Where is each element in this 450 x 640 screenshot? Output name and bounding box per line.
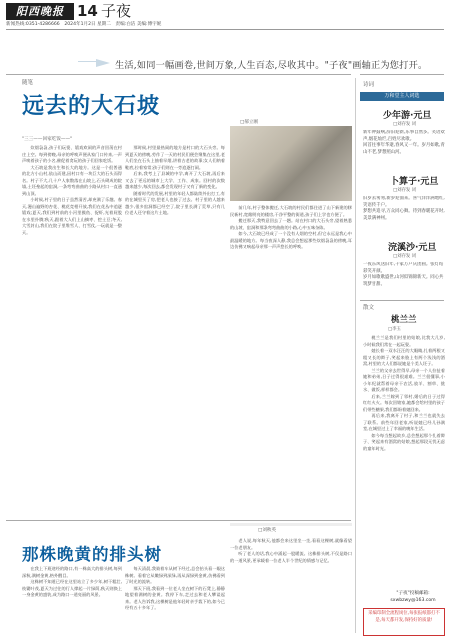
page-number: 14 bbox=[77, 2, 98, 20]
article-opening-line: "三三——回家吃饭——" bbox=[22, 137, 73, 142]
essay-paragraph: 桃兰兰是我们村里的姑娘,比我大几岁,小时候我们常在一起玩耍。 bbox=[363, 335, 445, 347]
article-column-3 bbox=[230, 205, 352, 515]
article-paragraph: 这株树不知道已经在这里站立了多少年,树干粗壮,枝繁叶茂,夏天为过往的行人撑起一片绿荫,秋天则换上一身金黄的盛装,成为路口一道亮丽的风景。 bbox=[22, 579, 122, 597]
newspaper-logo: 阳西晚报 bbox=[6, 3, 74, 20]
column-label-poetry: 诗词 bbox=[363, 82, 375, 88]
article-column-2 bbox=[125, 566, 225, 636]
poem-title: 卜算子·元旦 bbox=[390, 177, 439, 187]
poem-line: 旧岁去匆匆,新岁迎面来。喜气洋洋满地红,笑语传千户。 bbox=[363, 196, 445, 208]
essay-paragraph: 兰兰的父亲去世得早,母亲一个人拉扯着她和弟弟,日子过得很艰难。兰兰很懂事,小小年纪就帮着母亲干农活,放羊、割草、挑水、做饭,样样都会。 bbox=[363, 367, 445, 392]
article-title: 远去的大石坡 bbox=[22, 94, 161, 119]
poem-line: 新年钟鼓响,辞旧迎新,乐事自然多。笑语欢声,烟花灿烂,百姓尽欢歌。 bbox=[363, 130, 445, 142]
divider bbox=[360, 300, 444, 301]
column-label-essay: 随笔 bbox=[22, 80, 34, 86]
article-column-2 bbox=[125, 145, 225, 515]
poem-author: □刘存发 词 bbox=[393, 122, 417, 127]
slogan-arrow-line bbox=[78, 61, 96, 62]
contact-email[interactable]: sxwbzwy@163.com bbox=[390, 598, 436, 603]
article-paragraph: 那天下班,我看到一位老人坐在树下的石凳上,静静地望着满树的金黄。我停下车,走过去和老人攀谈起来。老人告诉我,这棵树是他年轻时亲手栽下的,如今已经有五十多年了。 bbox=[125, 585, 225, 610]
article-title: 那株晚黄的排头树 bbox=[22, 545, 162, 564]
column-divider bbox=[355, 78, 356, 633]
divider bbox=[360, 74, 444, 75]
essay-body bbox=[363, 335, 445, 583]
article-paragraph: 在我上下班途经的路口,有一株高大的排头树,每到深秋,满树金黄,格外醒目。 bbox=[22, 566, 122, 578]
poem-title: 少年游·元旦 bbox=[383, 111, 432, 121]
poem-author: □刘存发 词 bbox=[393, 254, 417, 259]
article-column-1 bbox=[22, 566, 122, 636]
contact-label: "子夜"投稿邮箱: bbox=[396, 591, 430, 596]
article-paragraph: 大石坡是我出生和长大的地方。这是一个很普通的北方小山村,依山而建,因村口有一块巨大的石头而得名。村子不大,几十户人家散落在山坡上,石头砌成的院墙,土坯垒起的窑洞,一条弯弯曲曲的小路从村口一直通到山顶。 bbox=[22, 164, 122, 196]
essay-paragraph: 再后来,我离开了村子,和兰兰也就失去了联系。前些年回老家,听说她已经儿孙满堂,在城里过上了幸福的晚年生活。 bbox=[363, 413, 445, 431]
essay-paragraph: 如今每当想起故乡,总会想起那个扎着辫子、笑起来有酒窝的姑娘,想起那段无忧无虑的童年时光。 bbox=[363, 432, 445, 451]
poetry-banner: 万和堂主人词选 bbox=[360, 92, 444, 101]
poem-line: 梦想共追寻,万众同心舞。待到春暖花开时,美景满神州。 bbox=[363, 209, 445, 221]
section-title: 子夜 bbox=[101, 2, 132, 20]
poem-author: □刘存发 词 bbox=[393, 188, 417, 193]
article-paragraph: 随着时代的发展,村里的年轻人都陆续外出打工,有的在城里买了房,把老人也接了过去。村子里的人越来越少,很多窑洞都已经空了,院子里长满了荒草,只有几位老人还守着这片土地。 bbox=[125, 190, 225, 215]
article-byline: □刘秋英 bbox=[258, 528, 277, 533]
slogan-arrow-icon bbox=[96, 59, 110, 67]
column-label-prose: 散文 bbox=[363, 305, 375, 311]
article-paragraph: 搬迁那天,我特意回去了一趟。站在村口的大石头旁,望着熟悉的山坡、窑洞和那条弯弯曲曲的小路,心中五味杂陈。 bbox=[230, 218, 352, 230]
poem-body bbox=[363, 196, 445, 232]
article-photo bbox=[230, 126, 352, 201]
masthead-rule bbox=[6, 29, 444, 30]
poem-body bbox=[363, 130, 445, 168]
notice-badge bbox=[363, 608, 445, 636]
article-paragraph: 小时候,村子里的日子虽然清苦,却充满了乐趣。春天,漫山遍野的杏花、桃花竞相开放,我们在花丛中追逐嬉戏;夏天,我们到村前的小河里摸鱼、捉虾,光着屁股在水里扑腾;秋天,跟着大人们上山摘枣、挖土豆;冬天,大雪封山,我们在院子里堆雪人、打雪仗,一玩就是一整天。 bbox=[22, 197, 122, 235]
poem-line: 岁月如歌歌盛世,山河似锦锦新天。同心共筑梦甘甜。 bbox=[363, 275, 444, 287]
poem-title: 浣溪沙·元旦 bbox=[388, 243, 437, 253]
section-slogan: 生活,如同一幅画卷,世间万象,人生百态,尽收其中。"子夜"画轴正为您打开。 bbox=[115, 60, 428, 71]
poem-line: 一夜东风送旧年,千家万户庆团圆。张灯结彩笑开颜。 bbox=[363, 262, 444, 274]
essay-author: □李玉 bbox=[388, 327, 401, 332]
divider bbox=[6, 74, 351, 75]
poem-body bbox=[363, 262, 445, 296]
article-column-1 bbox=[22, 145, 122, 515]
article-byline: □郝立刚 bbox=[240, 120, 259, 125]
article-photo-strip bbox=[230, 523, 352, 526]
essay-paragraph: 她长着一双水汪汪的大眼睛,扎着两根又粗又长的辫子,笑起来脸上有两个浅浅的酒窝,村里的大人们都说她是个美人坯子。 bbox=[363, 348, 445, 366]
article-paragraph: 后来,我考上了县城的中学,离开了大石坡,再后来又去了更远的城市上大学、工作、成家。回村的次数越来越少,每次回去,都会发现村子又有了新的变化。 bbox=[125, 171, 225, 189]
article-paragraph: 每天清晨,我骑着车从树下经过,总会抬头看一眼这株树。看着它从嫩绿到深绿,再从深绿到金黄,仿佛看到了时光的流转。 bbox=[125, 566, 225, 584]
poem-line: 回首往事年华逝,春风又一年。岁月如歌,青山不老,梦想照山河。 bbox=[363, 143, 445, 155]
article-paragraph: 那时候,村里最热闹的地方是村口的大石头旁。每到夏天的傍晚,劳作了一天的村民们便会聚集在这里,老人们坐在石头上抽着旱烟,讲着古老的故事;女人们纳着鞋底,拉着家常;孩子们则在一旁追逐打闹。 bbox=[125, 145, 225, 170]
essay-title: 桃兰兰 bbox=[391, 315, 417, 325]
article-paragraph: 老人说,每年秋天,他都会来这里坐一坐,看看这棵树,就像看望一位老朋友。 bbox=[230, 538, 352, 550]
article-paragraph: 如今,大石坡已经成了一个没有人烟的空村,但它永远是我心中最温暖的地方。每当夜深人静,我总会想起那些炊烟袅袅的傍晚,耳边仿佛又响起母亲那一声声悠长的呼唤。 bbox=[230, 231, 352, 249]
masthead bbox=[0, 0, 450, 30]
notice-text: 采编印制全流程岗位,每张报纸都打不是,每天都开发,保持好的质量! bbox=[368, 611, 440, 623]
article-paragraph: 炊烟袅袅,孩子们玩耍、嬉戏欢闹的声音回荡在村庄上空。每到傍晚,母亲的呼唤声便从家门口传来,一声声唤着孩子的小名,催促着贪玩的孩子们回家吃饭。 bbox=[22, 145, 122, 163]
masthead-info: 新闻热线:0351-4286666 2024年1月2日 星期二 责编:白洁 美编:傅宇妮 bbox=[6, 22, 162, 27]
submission-contact bbox=[378, 590, 448, 604]
article-column-3 bbox=[230, 538, 352, 636]
essay-paragraph: 后来,兰兰嫁到了邻村,婚后的日子过得红红火火。每次回娘家,她都会给村里的孩子们带些糖果,我们都盼着她回来。 bbox=[363, 393, 445, 412]
article-paragraph: 前几年,村子整体搬迁,大石坡的村民们都住进了山下新建的移民新村,宽敞明亮的楼房,干净平整的街道,孩子们上学也方便了。 bbox=[230, 205, 352, 217]
divider bbox=[6, 520, 351, 521]
article-paragraph: 听了老人的话,我心中涌起一股暖流。这株排头树,不仅是路口的一道风景,更承载着一位老人半个世纪的情感与记忆。 bbox=[230, 551, 352, 563]
